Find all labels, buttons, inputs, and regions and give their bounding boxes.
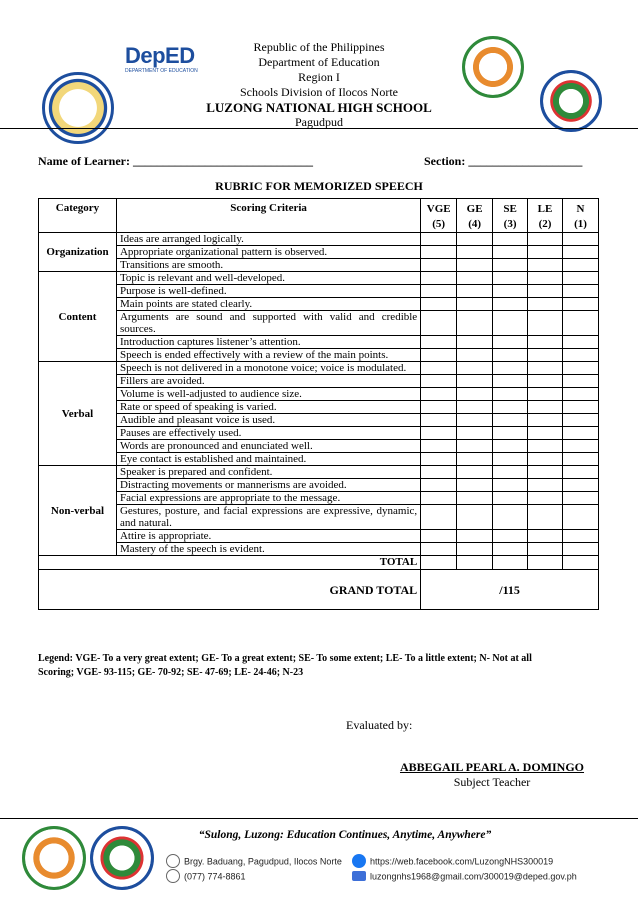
rating-cell-n[interactable]: [563, 492, 599, 505]
rating-cell-se[interactable]: [493, 311, 528, 336]
header-text: [190, 40, 448, 130]
rating-cell-n[interactable]: [563, 362, 599, 375]
table-row: [39, 298, 599, 311]
table-header-row: [39, 199, 599, 233]
rating-cell-se[interactable]: [493, 427, 528, 440]
rating-cell-n[interactable]: [563, 298, 599, 311]
total-cell-n[interactable]: [563, 556, 599, 570]
rating-cell-vge[interactable]: [421, 453, 457, 466]
rating-cell-se[interactable]: [493, 530, 528, 543]
rating-cell-n[interactable]: [563, 401, 599, 414]
school-seal-right: [540, 70, 602, 132]
header-le-label: LE: [537, 203, 553, 215]
phone-icon: [166, 869, 180, 883]
rating-cell-n[interactable]: [563, 349, 599, 362]
rating-cell-vge[interactable]: [421, 336, 457, 349]
criterion-cell: Purpose is well-defined.: [116, 285, 420, 298]
rating-cell-ge[interactable]: [457, 362, 493, 375]
table-row: [39, 466, 599, 479]
footer-email[interactable]: luzongnhs1968@gmail.com/300019@deped.gov.ph: [370, 871, 577, 882]
rating-cell-se[interactable]: [493, 479, 528, 492]
rating-cell-se[interactable]: [493, 285, 528, 298]
footer-motto: “Sulong, Luzong: Education Continues, Anytime, Anywhere”: [198, 829, 492, 841]
rating-cell-le[interactable]: [528, 233, 563, 246]
header-criteria: Scoring Criteria: [116, 199, 420, 233]
rating-cell-n[interactable]: [563, 427, 599, 440]
header-category: Category: [39, 199, 117, 233]
table-row: [39, 453, 599, 466]
rating-cell-le[interactable]: [528, 440, 563, 453]
header-n-label: N: [576, 203, 585, 215]
table-row: [39, 440, 599, 453]
rating-cell-vge[interactable]: [421, 349, 457, 362]
rating-cell-ge[interactable]: [457, 505, 493, 530]
rating-cell-ge[interactable]: [457, 388, 493, 401]
footer-facebook[interactable]: https://web.facebook.com/LuzongNHS300019: [370, 856, 554, 867]
table-row: [39, 336, 599, 349]
rating-cell-ge[interactable]: [457, 336, 493, 349]
criterion-cell: Appropriate organizational pattern is observed.: [116, 246, 420, 259]
rating-cell-le[interactable]: [528, 543, 563, 556]
rubric-title: RUBRIC FOR MEMORIZED SPEECH: [215, 179, 423, 193]
rating-cell-vge[interactable]: [421, 272, 457, 285]
table-row: [39, 233, 599, 246]
footer-school-seal: [90, 826, 154, 890]
rating-cell-le[interactable]: [528, 272, 563, 285]
criterion-cell: Attire is appropriate.: [116, 530, 420, 543]
grand-total-label: GRAND TOTAL: [39, 570, 421, 610]
criterion-cell: Distracting movements or mannerisms are avoided.: [116, 479, 420, 492]
footer-phone: (077) 774-8861: [184, 871, 246, 882]
criterion-cell: Topic is relevant and well-developed.: [116, 272, 420, 285]
table-row: [39, 414, 599, 427]
header-divider: [0, 128, 638, 129]
rating-cell-le[interactable]: [528, 479, 563, 492]
rating-cell-n[interactable]: [563, 375, 599, 388]
deped-logo-sub: DEPARTMENT OF EDUCATION: [125, 68, 198, 74]
rating-cell-se[interactable]: [493, 414, 528, 427]
total-label: TOTAL: [39, 556, 421, 570]
rating-cell-se[interactable]: [493, 375, 528, 388]
total-cell-se[interactable]: [493, 556, 528, 570]
table-row: [39, 543, 599, 556]
table-row: [39, 388, 599, 401]
rating-cell-se[interactable]: [493, 505, 528, 530]
criterion-cell: Arguments are sound and supported with valid and credible sources.: [116, 311, 420, 336]
header-n-points: (1): [574, 218, 587, 230]
email-icon: [352, 871, 366, 881]
rating-cell-ge[interactable]: [457, 466, 493, 479]
rating-cell-vge[interactable]: [421, 505, 457, 530]
rating-cell-n[interactable]: [563, 440, 599, 453]
rating-cell-n[interactable]: [563, 530, 599, 543]
table-row: [39, 349, 599, 362]
school-place: Pagudpud: [295, 115, 343, 129]
total-cell-vge[interactable]: [421, 556, 457, 570]
criterion-cell: Transitions are smooth.: [116, 259, 420, 272]
header-ge-points: (4): [468, 218, 482, 230]
rating-cell-n[interactable]: [563, 479, 599, 492]
rating-cell-le[interactable]: [528, 427, 563, 440]
criterion-cell: Pauses are effectively used.: [116, 427, 420, 440]
rating-cell-vge[interactable]: [421, 298, 457, 311]
rating-cell-n[interactable]: [563, 259, 599, 272]
division-seal: [462, 36, 524, 98]
rating-cell-ge[interactable]: [457, 440, 493, 453]
scoring-text: Scoring; VGE- 93-115; GE- 70-92; SE- 47-69; LE- 24-46; N-23: [38, 667, 304, 678]
header-vge: [421, 199, 457, 233]
criterion-cell: Ideas are arranged logically.: [116, 233, 420, 246]
criterion-cell: Speaker is prepared and confident.: [116, 466, 420, 479]
evaluated-by-label: Evaluated by:: [346, 718, 413, 732]
category-cell: Organization: [39, 233, 117, 272]
criterion-cell: Speech is ended effectively with a review of the main points.: [116, 349, 420, 362]
learner-name-field: Name of Learner: ______________________________: [38, 154, 313, 168]
rating-cell-se[interactable]: [493, 259, 528, 272]
rating-cell-ge[interactable]: [457, 414, 493, 427]
rating-cell-le[interactable]: [528, 530, 563, 543]
rating-cell-se[interactable]: [493, 362, 528, 375]
rating-cell-ge[interactable]: [457, 246, 493, 259]
rating-cell-vge[interactable]: [421, 401, 457, 414]
rating-cell-vge[interactable]: [421, 362, 457, 375]
header-vge-points: (5): [432, 218, 446, 230]
rating-cell-n[interactable]: [563, 336, 599, 349]
rating-cell-ge[interactable]: [457, 530, 493, 543]
rating-cell-le[interactable]: [528, 414, 563, 427]
rating-cell-se[interactable]: [493, 388, 528, 401]
criterion-cell: Speech is not delivered in a monotone voice; voice is modulated.: [116, 362, 420, 375]
rubric-body: [39, 233, 599, 556]
evaluator-title: Subject Teacher: [453, 775, 531, 789]
rating-cell-vge[interactable]: [421, 388, 457, 401]
table-row: [39, 285, 599, 298]
rating-cell-ge[interactable]: [457, 285, 493, 298]
total-row: [39, 556, 599, 570]
rating-cell-ge[interactable]: [457, 453, 493, 466]
rating-cell-ge[interactable]: [457, 543, 493, 556]
criterion-cell: Fillers are avoided.: [116, 375, 420, 388]
rating-cell-le[interactable]: [528, 311, 563, 336]
header-le-points: (2): [538, 218, 552, 230]
category-cell: Verbal: [39, 362, 117, 466]
table-row: [39, 492, 599, 505]
rating-cell-se[interactable]: [493, 401, 528, 414]
rating-cell-n[interactable]: [563, 311, 599, 336]
rating-cell-vge[interactable]: [421, 543, 457, 556]
rating-cell-le[interactable]: [528, 466, 563, 479]
rating-cell-n[interactable]: [563, 246, 599, 259]
rating-cell-ge[interactable]: [457, 272, 493, 285]
rating-cell-le[interactable]: [528, 285, 563, 298]
rating-cell-ge[interactable]: [457, 479, 493, 492]
criterion-cell: Volume is well-adjusted to audience size.: [116, 388, 420, 401]
rating-cell-vge[interactable]: [421, 375, 457, 388]
header-line-3: Region I: [298, 70, 340, 84]
rating-cell-vge[interactable]: [421, 414, 457, 427]
rating-cell-se[interactable]: [493, 336, 528, 349]
header-vge-label: VGE: [426, 203, 451, 215]
rating-cell-le[interactable]: [528, 259, 563, 272]
rating-cell-n[interactable]: [563, 453, 599, 466]
table-row: [39, 375, 599, 388]
criterion-cell: Eye contact is established and maintained.: [116, 453, 420, 466]
rating-cell-n[interactable]: [563, 272, 599, 285]
rating-cell-le[interactable]: [528, 388, 563, 401]
header-se-label: SE: [503, 203, 517, 215]
footer-division-seal: [22, 826, 86, 890]
table-row: [39, 259, 599, 272]
rating-cell-n[interactable]: [563, 466, 599, 479]
rating-cell-n[interactable]: [563, 414, 599, 427]
table-row: [39, 479, 599, 492]
rating-cell-se[interactable]: [493, 246, 528, 259]
rating-cell-n[interactable]: [563, 388, 599, 401]
rating-cell-vge[interactable]: [421, 285, 457, 298]
deped-logo-text: DepED: [125, 43, 195, 68]
section-field: Section: ___________________: [424, 154, 583, 168]
footer-email-line: [352, 867, 577, 885]
rating-cell-vge[interactable]: [421, 466, 457, 479]
rating-cell-se[interactable]: [493, 440, 528, 453]
table-row: [39, 530, 599, 543]
header-se-points: (3): [503, 218, 517, 230]
table-row: [39, 362, 599, 375]
rating-cell-vge[interactable]: [421, 233, 457, 246]
rating-cell-le[interactable]: [528, 505, 563, 530]
header-le: [528, 199, 563, 233]
header-se: [493, 199, 528, 233]
header-n: [563, 199, 599, 233]
grand-total-value[interactable]: /115: [421, 570, 599, 610]
rating-cell-ge[interactable]: [457, 401, 493, 414]
rating-cell-le[interactable]: [528, 298, 563, 311]
rating-cell-le[interactable]: [528, 246, 563, 259]
criterion-cell: Facial expressions are appropriate to the message.: [116, 492, 420, 505]
rating-cell-ge[interactable]: [457, 298, 493, 311]
criterion-cell: Gestures, posture, and facial expressions are expressive, dynamic, and natural.: [116, 505, 420, 530]
rating-cell-le[interactable]: [528, 349, 563, 362]
rating-cell-se[interactable]: [493, 543, 528, 556]
table-row: [39, 427, 599, 440]
evaluator-name: ABBEGAIL PEARL A. DOMINGO: [399, 760, 585, 774]
criterion-cell: Rate or speed of speaking is varied.: [116, 401, 420, 414]
criterion-cell: Words are pronounced and enunciated well.: [116, 440, 420, 453]
header-line-1: Republic of the Philippines: [253, 40, 385, 54]
rating-cell-ge[interactable]: [457, 233, 493, 246]
criterion-cell: Audible and pleasant voice is used.: [116, 414, 420, 427]
rating-cell-se[interactable]: [493, 233, 528, 246]
rubric-table: [38, 198, 599, 610]
rating-cell-ge[interactable]: [457, 259, 493, 272]
category-cell: Non-verbal: [39, 466, 117, 556]
rating-cell-se[interactable]: [493, 492, 528, 505]
criterion-cell: Main points are stated clearly.: [116, 298, 420, 311]
rating-cell-le[interactable]: [528, 453, 563, 466]
rating-cell-vge[interactable]: [421, 530, 457, 543]
rating-cell-vge[interactable]: [421, 246, 457, 259]
rating-cell-ge[interactable]: [457, 349, 493, 362]
rating-cell-n[interactable]: [563, 233, 599, 246]
footer-address: Brgy. Baduang, Pagudpud, Ilocos Norte: [184, 856, 342, 867]
rating-cell-n[interactable]: [563, 285, 599, 298]
rating-cell-se[interactable]: [493, 272, 528, 285]
school-name: LUZONG NATIONAL HIGH SCHOOL: [206, 100, 432, 115]
footer-divider: [0, 818, 638, 819]
table-row: [39, 505, 599, 530]
rating-cell-ge[interactable]: [457, 311, 493, 336]
header-ge: [457, 199, 493, 233]
rating-cell-le[interactable]: [528, 336, 563, 349]
header-ge-label: GE: [466, 203, 483, 215]
rating-cell-se[interactable]: [493, 349, 528, 362]
header-line-4: Schools Division of Ilocos Norte: [240, 85, 398, 99]
category-cell: Content: [39, 272, 117, 362]
table-row: [39, 401, 599, 414]
rating-cell-ge[interactable]: [457, 427, 493, 440]
rating-cell-vge[interactable]: [421, 492, 457, 505]
rating-cell-le[interactable]: [528, 362, 563, 375]
table-row: [39, 311, 599, 336]
rating-cell-vge[interactable]: [421, 427, 457, 440]
rating-cell-ge[interactable]: [457, 492, 493, 505]
footer-phone-line: [166, 867, 246, 885]
legend-text: Legend: VGE- To a very great extent; GE- To a great extent; SE- To some extent; LE- To a little extent; N- Not at all: [38, 653, 532, 664]
rating-cell-vge[interactable]: [421, 440, 457, 453]
rating-cell-se[interactable]: [493, 466, 528, 479]
rating-cell-vge[interactable]: [421, 479, 457, 492]
table-row: [39, 272, 599, 285]
table-row: [39, 246, 599, 259]
header-line-2: Department of Education: [258, 55, 380, 69]
grand-total-row: [39, 570, 599, 610]
rating-cell-se[interactable]: [493, 298, 528, 311]
total-cell-ge[interactable]: [457, 556, 493, 570]
rating-cell-se[interactable]: [493, 453, 528, 466]
rating-cell-vge[interactable]: [421, 259, 457, 272]
rating-cell-n[interactable]: [563, 505, 599, 530]
rating-cell-ge[interactable]: [457, 375, 493, 388]
rating-cell-le[interactable]: [528, 492, 563, 505]
rating-cell-n[interactable]: [563, 543, 599, 556]
rating-cell-le[interactable]: [528, 401, 563, 414]
deped-seal-left: [42, 72, 114, 144]
criterion-cell: Mastery of the speech is evident.: [116, 543, 420, 556]
total-cell-le[interactable]: [528, 556, 563, 570]
criterion-cell: Introduction captures listener’s attention.: [116, 336, 420, 349]
rating-cell-le[interactable]: [528, 375, 563, 388]
rating-cell-vge[interactable]: [421, 311, 457, 336]
